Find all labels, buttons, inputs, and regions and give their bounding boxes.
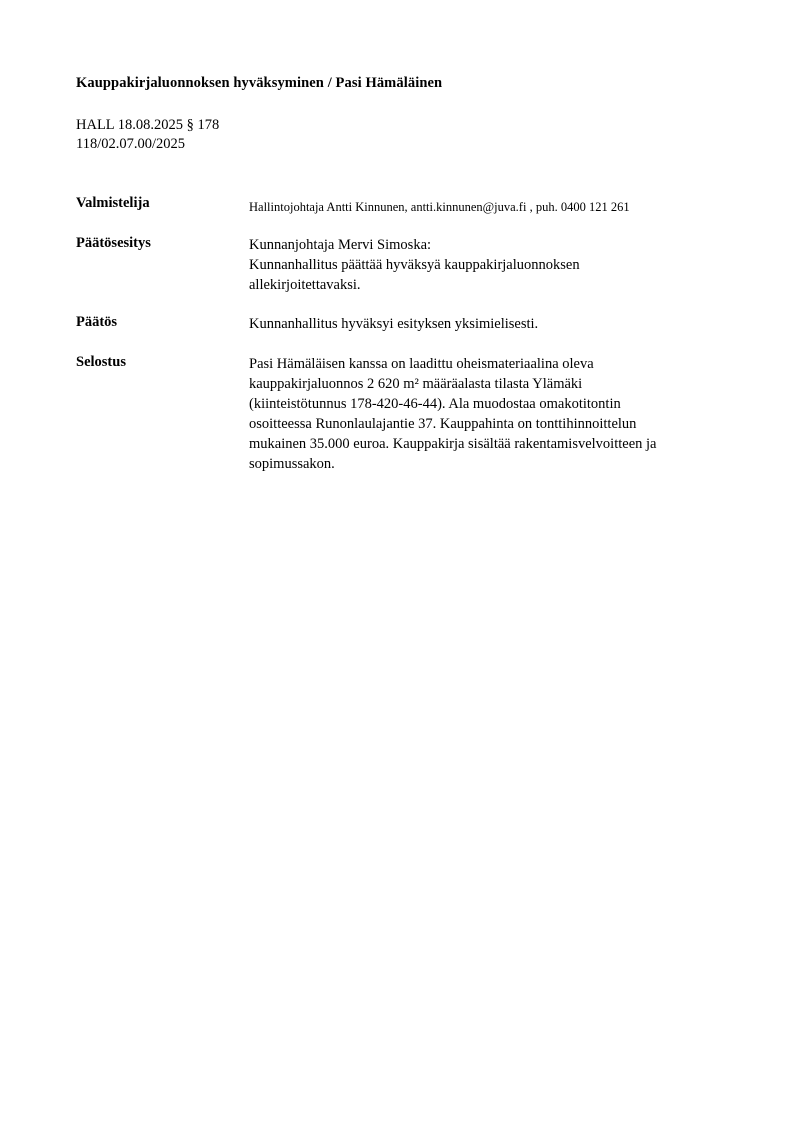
section-label-valmistelija: Valmistelija: [76, 195, 150, 211]
proposal-line: Kunnanhallitus päättää hyväksyä kauppakirjaluonnoksen: [249, 257, 580, 273]
description-line: mukainen 35.000 euroa. Kauppakirja sisältää rakentamisvelvoitteen ja: [249, 436, 657, 452]
case-number: 118/02.07.00/2025: [76, 136, 186, 152]
meeting-reference: HALL 18.08.2025 § 178: [76, 117, 220, 133]
description-line: kauppakirjaluonnos 2 620 m² määräalasta tilasta Ylämäki: [249, 376, 583, 392]
section-content-paatos: [249, 314, 739, 334]
document-meta: [76, 116, 219, 154]
section-content-valmistelija: [249, 197, 739, 217]
section-content-paatosesitys: [249, 235, 739, 295]
decision-text: Kunnanhallitus hyväksyi esityksen yksimielisesti.: [249, 316, 539, 332]
section-label-selostus: Selostus: [76, 354, 126, 370]
document-title: Kauppakirjaluonnoksen hyväksyminen / Pasi Hämäläinen: [76, 75, 443, 91]
section-label-paatos: Päätös: [76, 314, 118, 330]
description-line: osoitteessa Runonlaulajantie 37. Kauppahinta on tonttihinnoittelun: [249, 416, 637, 432]
proposal-line: Kunnanjohtaja Mervi Simoska:: [249, 237, 432, 253]
preparer-text: Hallintojohtaja Antti Kinnunen, antti.kinnunen@juva.fi , puh. 0400 121 261: [249, 200, 630, 214]
section-content-selostus: [249, 354, 739, 474]
proposal-line: allekirjoitettavaksi.: [249, 277, 361, 293]
section-label-paatosesitys: Päätösesitys: [76, 235, 151, 251]
description-line: Pasi Hämäläisen kanssa on laadittu oheismateriaalina oleva: [249, 356, 594, 372]
description-line: (kiinteistötunnus 178-420-46-44). Ala muodostaa omakotitontin: [249, 396, 621, 412]
description-line: sopimussakon.: [249, 456, 335, 472]
